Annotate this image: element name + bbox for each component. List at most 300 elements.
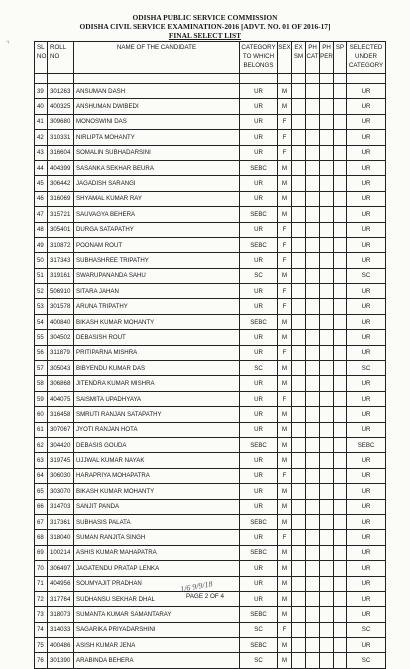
ex-sm-cell xyxy=(292,130,306,145)
category-cell: UR xyxy=(240,345,278,360)
name-cell: SAGARIKA PRIYADARSHINI xyxy=(74,622,240,637)
ex-sm-cell xyxy=(292,391,306,406)
ph-cat-cell xyxy=(306,561,320,576)
table-row xyxy=(35,176,386,191)
ex-sm-cell xyxy=(292,145,306,160)
sp-cell xyxy=(334,345,347,360)
ex-sm-cell xyxy=(292,437,306,452)
selected-cell: SC xyxy=(347,622,386,637)
selected-cell: UR xyxy=(347,191,386,206)
ph-cat-cell xyxy=(306,545,320,560)
category-cell: UR xyxy=(240,530,278,545)
sp-cell xyxy=(334,453,347,468)
name-cell: SOMALIN SUBHADARSINI xyxy=(74,145,240,160)
sex-cell: F xyxy=(278,284,292,299)
ex-sm-cell xyxy=(292,114,306,129)
col-name: NAME OF THE CANDIDATE xyxy=(74,42,240,74)
ph-per-cell xyxy=(320,191,334,206)
category-cell: SEBC xyxy=(240,638,278,653)
table-row xyxy=(35,638,386,653)
table-row xyxy=(35,314,386,329)
ph-cat-cell xyxy=(306,499,320,514)
table-row xyxy=(35,207,386,222)
table-row xyxy=(35,361,386,376)
roll-cell: 404399 xyxy=(48,160,74,175)
ph-per-cell xyxy=(320,561,334,576)
sl-cell: 66 xyxy=(35,499,48,514)
name-cell: MONOSWINI DAS xyxy=(74,114,240,129)
ph-per-cell xyxy=(320,207,334,222)
select-list-table xyxy=(34,41,386,669)
ex-sm-cell xyxy=(292,160,306,175)
sp-cell xyxy=(334,545,347,560)
sl-cell: 73 xyxy=(35,607,48,622)
col-category: CATEGORY TO WHICH BELONGS xyxy=(240,42,278,74)
name-cell: SUBHASHREE TRIPATHY xyxy=(74,253,240,268)
category-cell: SC xyxy=(240,361,278,376)
roll-cell: 400325 xyxy=(48,99,74,114)
ph-cat-cell xyxy=(306,484,320,499)
category-cell: SEBC xyxy=(240,237,278,252)
name-cell: JAGATENDU PRATAP LENKA xyxy=(74,561,240,576)
name-cell: ASISH KUMAR JENA xyxy=(74,638,240,653)
sl-cell: 49 xyxy=(35,237,48,252)
category-cell: UR xyxy=(240,222,278,237)
ph-cat-cell xyxy=(306,237,320,252)
category-cell: SEBC xyxy=(240,160,278,175)
ex-sm-cell xyxy=(292,530,306,545)
name-cell: ARABINDA BEHERA xyxy=(74,653,240,668)
sl-cell: 55 xyxy=(35,330,48,345)
roll-cell: 305401 xyxy=(48,222,74,237)
sl-cell: 39 xyxy=(35,84,48,99)
sp-cell xyxy=(334,176,347,191)
selected-cell: UR xyxy=(347,145,386,160)
sl-cell: 42 xyxy=(35,130,48,145)
ph-per-cell xyxy=(320,222,334,237)
ph-per-cell xyxy=(320,176,334,191)
table-row xyxy=(35,484,386,499)
ph-per-cell xyxy=(320,314,334,329)
sp-cell xyxy=(334,160,347,175)
ph-per-cell xyxy=(320,407,334,422)
name-cell: SAISMITA UPADHYAYA xyxy=(74,391,240,406)
category-cell: UR xyxy=(240,114,278,129)
ex-sm-cell xyxy=(292,299,306,314)
ph-per-cell xyxy=(320,391,334,406)
ph-cat-cell xyxy=(306,114,320,129)
selected-cell: SEBC xyxy=(347,437,386,452)
sex-cell: M xyxy=(278,376,292,391)
name-cell: POONAM ROUT xyxy=(74,237,240,252)
table-row xyxy=(35,530,386,545)
roll-cell: 317764 xyxy=(48,591,74,606)
sl-cell: 58 xyxy=(35,376,48,391)
ph-per-cell xyxy=(320,114,334,129)
selected-cell: UR xyxy=(347,207,386,222)
category-cell: UR xyxy=(240,422,278,437)
roll-cell: 310331 xyxy=(48,130,74,145)
category-cell: UR xyxy=(240,299,278,314)
selected-cell: UR xyxy=(347,314,386,329)
sex-cell: M xyxy=(278,653,292,668)
roll-cell: 317361 xyxy=(48,514,74,529)
table-row xyxy=(35,130,386,145)
sp-cell xyxy=(334,84,347,99)
ph-cat-cell xyxy=(306,468,320,483)
ph-per-cell xyxy=(320,576,334,591)
category-cell: UR xyxy=(240,499,278,514)
table-row xyxy=(35,561,386,576)
name-cell: SAUVAGYA BEHERA xyxy=(74,207,240,222)
sp-cell xyxy=(334,622,347,637)
roll-cell: 306442 xyxy=(48,176,74,191)
category-cell: UR xyxy=(240,468,278,483)
ph-per-cell xyxy=(320,237,334,252)
ex-sm-cell xyxy=(292,638,306,653)
category-cell: UR xyxy=(240,330,278,345)
ph-per-cell xyxy=(320,499,334,514)
col-sl: SL NO xyxy=(35,42,48,74)
sex-cell: M xyxy=(278,361,292,376)
ph-per-cell xyxy=(320,514,334,529)
ph-cat-cell xyxy=(306,607,320,622)
ex-sm-cell xyxy=(292,237,306,252)
table-row xyxy=(35,453,386,468)
sl-cell: 75 xyxy=(35,638,48,653)
name-cell: ARUNA TRIPATHY xyxy=(74,299,240,314)
sl-cell: 47 xyxy=(35,207,48,222)
table-row xyxy=(35,330,386,345)
sp-cell xyxy=(334,607,347,622)
roll-cell: 319161 xyxy=(48,268,74,283)
name-cell: SASANKA SEKHAR BEURA xyxy=(74,160,240,175)
ph-per-cell xyxy=(320,653,334,668)
name-cell: SUDHANSU SEKHAR DHAL xyxy=(74,591,240,606)
roll-cell: 316604 xyxy=(48,145,74,160)
sex-cell: M xyxy=(278,99,292,114)
roll-cell: 303070 xyxy=(48,484,74,499)
roll-cell: 404075 xyxy=(48,391,74,406)
category-cell: UR xyxy=(240,561,278,576)
table-row xyxy=(35,191,386,206)
selected-cell: UR xyxy=(347,545,386,560)
ph-cat-cell xyxy=(306,376,320,391)
sl-cell: 64 xyxy=(35,468,48,483)
roll-cell: 316069 xyxy=(48,191,74,206)
ex-sm-cell xyxy=(292,84,306,99)
ph-per-cell xyxy=(320,638,334,653)
name-cell: JYOTI RANJAN HOTA xyxy=(74,422,240,437)
sex-cell: F xyxy=(278,145,292,160)
roll-cell: 306497 xyxy=(48,561,74,576)
table-row xyxy=(35,376,386,391)
ph-cat-cell xyxy=(306,530,320,545)
sex-cell: M xyxy=(278,268,292,283)
table-row xyxy=(35,468,386,483)
ph-per-cell xyxy=(320,530,334,545)
ex-sm-cell xyxy=(292,607,306,622)
ph-cat-cell xyxy=(306,176,320,191)
ph-cat-cell xyxy=(306,622,320,637)
sex-cell: F xyxy=(278,114,292,129)
roll-cell: 100214 xyxy=(48,545,74,560)
ph-cat-cell xyxy=(306,284,320,299)
category-cell: UR xyxy=(240,453,278,468)
sp-cell xyxy=(334,361,347,376)
ph-per-cell xyxy=(320,468,334,483)
selected-cell: UR xyxy=(347,561,386,576)
table-row xyxy=(35,422,386,437)
sex-cell: F xyxy=(278,530,292,545)
sp-cell xyxy=(334,145,347,160)
table-row xyxy=(35,84,386,99)
ph-cat-cell xyxy=(306,299,320,314)
sl-cell: 59 xyxy=(35,391,48,406)
selected-cell: UR xyxy=(347,284,386,299)
ex-sm-cell xyxy=(292,268,306,283)
ph-per-cell xyxy=(320,253,334,268)
selected-cell: UR xyxy=(347,391,386,406)
ph-per-cell xyxy=(320,345,334,360)
col-ph-cat: PH CAT xyxy=(306,42,320,74)
table-row xyxy=(35,253,386,268)
sl-cell: 43 xyxy=(35,145,48,160)
roll-cell: 317343 xyxy=(48,253,74,268)
name-cell: BIKASH KUMAR MOHANTY xyxy=(74,484,240,499)
sl-cell: 71 xyxy=(35,576,48,591)
roll-cell: 306030 xyxy=(48,468,74,483)
selected-cell: UR xyxy=(347,345,386,360)
category-cell: UR xyxy=(240,407,278,422)
sl-cell: 68 xyxy=(35,530,48,545)
ph-cat-cell xyxy=(306,222,320,237)
table-row xyxy=(35,437,386,452)
sp-cell xyxy=(334,299,347,314)
selected-cell: UR xyxy=(347,576,386,591)
roll-cell: 506910 xyxy=(48,284,74,299)
roll-cell: 314703 xyxy=(48,499,74,514)
sp-cell xyxy=(334,237,347,252)
sex-cell: F xyxy=(278,253,292,268)
table-row xyxy=(35,345,386,360)
table-row xyxy=(35,114,386,129)
ph-cat-cell xyxy=(306,99,320,114)
sp-cell xyxy=(334,99,347,114)
table-row xyxy=(35,299,386,314)
category-cell: UR xyxy=(240,99,278,114)
sp-cell xyxy=(334,499,347,514)
ph-cat-cell xyxy=(306,345,320,360)
ph-cat-cell xyxy=(306,207,320,222)
name-cell: SHYAMAL KUMAR RAY xyxy=(74,191,240,206)
ph-per-cell xyxy=(320,299,334,314)
name-cell: DURGA SATAPATHY xyxy=(74,222,240,237)
sex-cell: M xyxy=(278,437,292,452)
sl-cell: 46 xyxy=(35,191,48,206)
selected-cell: UR xyxy=(347,638,386,653)
sex-cell: F xyxy=(278,237,292,252)
category-cell: UR xyxy=(240,484,278,499)
sp-cell xyxy=(334,407,347,422)
table-row xyxy=(35,407,386,422)
sl-cell: 65 xyxy=(35,484,48,499)
selected-cell: SC xyxy=(347,361,386,376)
ph-cat-cell xyxy=(306,391,320,406)
sex-cell: M xyxy=(278,422,292,437)
name-cell: SMRUTI RANJAN SATAPATHY xyxy=(74,407,240,422)
name-cell: JITENDRA KUMAR MISHRA xyxy=(74,376,240,391)
ph-cat-cell xyxy=(306,361,320,376)
sex-cell: M xyxy=(278,330,292,345)
category-cell: SEBC xyxy=(240,437,278,452)
sl-cell: 41 xyxy=(35,114,48,129)
name-cell: SUMAN RANJITA SINGH xyxy=(74,530,240,545)
ex-sm-cell xyxy=(292,422,306,437)
category-cell: UR xyxy=(240,391,278,406)
table-row xyxy=(35,284,386,299)
ex-sm-cell xyxy=(292,222,306,237)
sex-cell: M xyxy=(278,514,292,529)
sl-cell: 62 xyxy=(35,437,48,452)
table-row xyxy=(35,499,386,514)
roll-cell: 318073 xyxy=(48,607,74,622)
sex-cell: M xyxy=(278,607,292,622)
ph-cat-cell xyxy=(306,638,320,653)
sl-cell: 56 xyxy=(35,345,48,360)
ex-sm-cell xyxy=(292,314,306,329)
name-cell: DEBASISH ROUT xyxy=(74,330,240,345)
ex-sm-cell xyxy=(292,514,306,529)
roll-cell: 304502 xyxy=(48,330,74,345)
name-cell: ANSHUMAN DWIBEDI xyxy=(74,99,240,114)
sl-cell: 57 xyxy=(35,361,48,376)
sp-cell xyxy=(334,576,347,591)
name-cell: PRITIPARNA MISHRA xyxy=(74,345,240,360)
ph-per-cell xyxy=(320,361,334,376)
name-cell: HARAPRIYA MOHAPATRA xyxy=(74,468,240,483)
sl-cell: 67 xyxy=(35,514,48,529)
category-cell: SEBC xyxy=(240,607,278,622)
sex-cell: M xyxy=(278,591,292,606)
sp-cell xyxy=(334,561,347,576)
ph-cat-cell xyxy=(306,514,320,529)
ph-cat-cell xyxy=(306,191,320,206)
sl-cell: 69 xyxy=(35,545,48,560)
roll-cell: 404956 xyxy=(48,576,74,591)
name-cell: NIRLIPTA MOHANTY xyxy=(74,130,240,145)
roll-cell: 316458 xyxy=(48,407,74,422)
category-cell: UR xyxy=(240,376,278,391)
sp-cell xyxy=(334,330,347,345)
selected-cell: UR xyxy=(347,114,386,129)
category-cell: SEBC xyxy=(240,545,278,560)
sp-cell xyxy=(334,437,347,452)
roll-cell: 301263 xyxy=(48,84,74,99)
name-cell: ASHIS KUMAR MAHAPATRA xyxy=(74,545,240,560)
roll-cell: 304420 xyxy=(48,437,74,452)
ph-cat-cell xyxy=(306,268,320,283)
category-cell: UR xyxy=(240,84,278,99)
ex-sm-cell xyxy=(292,545,306,560)
table-row xyxy=(35,222,386,237)
sl-cell: 40 xyxy=(35,99,48,114)
sl-cell: 51 xyxy=(35,268,48,283)
sex-cell: M xyxy=(278,407,292,422)
ex-sm-cell xyxy=(292,330,306,345)
selected-cell: UR xyxy=(347,514,386,529)
sex-cell: M xyxy=(278,176,292,191)
ex-sm-cell xyxy=(292,361,306,376)
roll-cell: 310872 xyxy=(48,237,74,252)
sex-cell: M xyxy=(278,484,292,499)
sp-cell xyxy=(334,638,347,653)
name-cell: BIKASH KUMAR MOHANTY xyxy=(74,314,240,329)
page-number: PAGE 2 OF 4 xyxy=(185,593,225,600)
ex-sm-cell xyxy=(292,453,306,468)
category-cell: SC xyxy=(240,268,278,283)
handwritten-initials: 1/6 9/9/18 xyxy=(179,579,214,594)
table-row xyxy=(35,99,386,114)
ex-sm-cell xyxy=(292,561,306,576)
sp-cell xyxy=(334,376,347,391)
sex-cell: M xyxy=(278,545,292,560)
sl-cell: 45 xyxy=(35,176,48,191)
sex-cell: M xyxy=(278,576,292,591)
name-cell: JAGADISH SARANGI xyxy=(74,176,240,191)
sex-cell: F xyxy=(278,391,292,406)
selected-cell: UR xyxy=(347,607,386,622)
name-cell: DEBASIS GOUDA xyxy=(74,437,240,452)
sp-cell xyxy=(334,253,347,268)
ph-per-cell xyxy=(320,284,334,299)
sp-cell xyxy=(334,422,347,437)
category-cell: UR xyxy=(240,191,278,206)
category-cell: UR xyxy=(240,576,278,591)
col-roll: ROLL NO xyxy=(48,42,74,74)
roll-cell: 301390 xyxy=(48,653,74,668)
ph-per-cell xyxy=(320,145,334,160)
ph-cat-cell xyxy=(306,84,320,99)
sl-cell: 50 xyxy=(35,253,48,268)
selected-cell: UR xyxy=(347,591,386,606)
sp-cell xyxy=(334,391,347,406)
sl-cell: 76 xyxy=(35,653,48,668)
ph-cat-cell xyxy=(306,160,320,175)
col-sp: SP xyxy=(334,42,347,74)
table-row xyxy=(35,653,386,668)
sl-cell: 48 xyxy=(35,222,48,237)
ex-sm-cell xyxy=(292,253,306,268)
ex-sm-cell xyxy=(292,207,306,222)
col-ph-per: PH PER xyxy=(320,42,334,74)
selected-cell: UR xyxy=(347,176,386,191)
ph-per-cell xyxy=(320,545,334,560)
sl-cell: 53 xyxy=(35,299,48,314)
selected-cell: UR xyxy=(347,222,386,237)
ex-sm-cell xyxy=(292,345,306,360)
ex-sm-cell xyxy=(292,622,306,637)
ph-cat-cell xyxy=(306,145,320,160)
ph-cat-cell xyxy=(306,422,320,437)
ex-sm-cell xyxy=(292,484,306,499)
category-cell: SEBC xyxy=(240,207,278,222)
name-cell: SWARUPANANDA SAHU xyxy=(74,268,240,283)
sex-cell: M xyxy=(278,207,292,222)
ex-sm-cell xyxy=(292,468,306,483)
sl-cell: 52 xyxy=(35,284,48,299)
selected-cell: UR xyxy=(347,130,386,145)
